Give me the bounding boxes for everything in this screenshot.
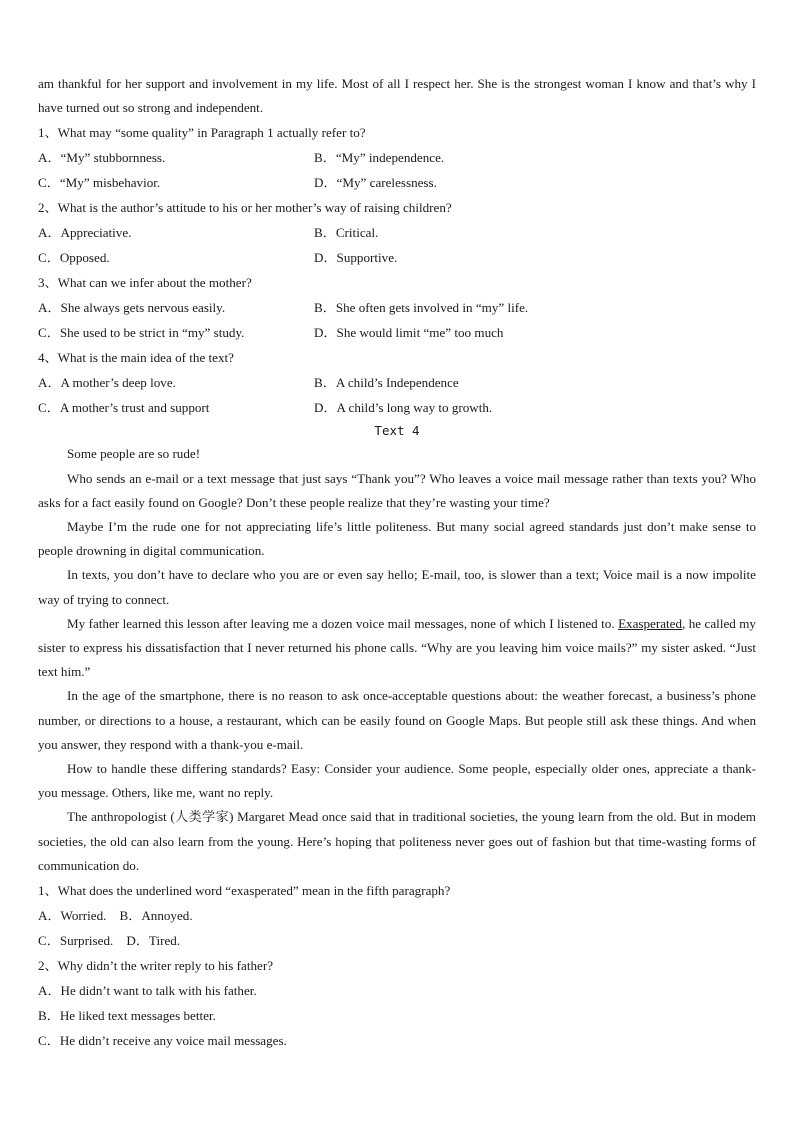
option-d: D．Supportive. bbox=[314, 250, 398, 266]
option-line: C．Surprised. D．Tired. bbox=[38, 933, 181, 949]
passage-paragraph: In texts, you don’t have to declare who you are or even say hello; E-mail, too, is slower than a text; Voice mail is a now impolite way of trying to connect. bbox=[38, 567, 756, 607]
passage-paragraph: The anthropologist (人类学家) Margaret Mead once said that in traditional societies, the young learn from the old. But in modem societies, the old can also learn from the young. Here’s hoping that politeness never goes out of fashion but that time-wasting forms of communication do. bbox=[38, 809, 756, 873]
option-b: B．A child’s Independence bbox=[314, 375, 459, 391]
paragraph-text: My father learned this lesson after leaving me a dozen voice mail messages, none of which I listened to. bbox=[67, 615, 619, 631]
option-row bbox=[38, 295, 756, 320]
option-b: B．She often gets involved in “my” life. bbox=[314, 300, 529, 316]
option-row bbox=[38, 320, 756, 345]
option-a: A．“My” stubbornness. bbox=[38, 150, 166, 166]
underlined-word: Exasperated bbox=[618, 615, 683, 631]
passage-paragraph: Some people are so rude! bbox=[67, 446, 201, 462]
option-row bbox=[38, 220, 756, 245]
option-b: B．“My” independence. bbox=[314, 150, 445, 166]
option-line: B．He liked text messages better. bbox=[38, 1008, 216, 1024]
question-stem: 1、What may “some quality” in Paragraph 1 actually refer to? bbox=[38, 125, 366, 141]
option-a: A．She always gets nervous easily. bbox=[38, 300, 226, 316]
option-d: D．“My” carelessness. bbox=[314, 175, 437, 191]
option-row bbox=[38, 245, 756, 270]
option-d: D．She would limit “me” too much bbox=[314, 325, 504, 341]
option-row bbox=[38, 170, 756, 195]
question-stem: 3、What can we infer about the mother? bbox=[38, 275, 252, 291]
document-page bbox=[38, 72, 756, 1053]
passage-paragraph: In the age of the smartphone, there is no reason to ask once-acceptable questions about: the weather forecast, a business’s phone number, or directions to a house, a restaurant, which can be easily found on Google Maps. But people still ask these things. And when you answer, they respond with a thank-you e-mail. bbox=[38, 688, 756, 752]
paragraph-text: , he called my sister to express his dissatisfaction that I never returned his phone calls. “Why are you leaving him voice mails?” my sister asked. “Just text him.” bbox=[38, 615, 756, 680]
section-heading: Text 4 bbox=[374, 423, 420, 439]
option-a: A．Appreciative. bbox=[38, 225, 132, 241]
option-c: C．A mother’s trust and support bbox=[38, 400, 210, 416]
question-stem: 4、What is the main idea of the text? bbox=[38, 350, 234, 366]
option-d: D．A child’s long way to growth. bbox=[314, 400, 493, 416]
option-c: C．She used to be strict in “my” study. bbox=[38, 325, 245, 341]
option-line: A．He didn’t want to talk with his father. bbox=[38, 983, 257, 999]
passage-paragraph: Maybe I’m the rude one for not appreciating life’s little politeness. But many social agreed standards just don’t make sense to people drowning in digital communication. bbox=[38, 519, 756, 559]
option-row bbox=[38, 395, 756, 420]
passage-paragraph: How to handle these differing standards? Easy: Consider your audience. Some people, especially older ones, appreciate a thank-you message. Others, like me, want no reply. bbox=[38, 761, 756, 801]
option-line: C．He didn’t receive any voice mail messages. bbox=[38, 1033, 287, 1049]
option-b: B．Critical. bbox=[314, 225, 379, 241]
question-stem: 2、Why didn’t the writer reply to his father? bbox=[38, 958, 274, 974]
question-stem: 1、What does the underlined word “exasperated” mean in the fifth paragraph? bbox=[38, 883, 451, 899]
intro-paragraph: am thankful for her support and involvement in my life. Most of all I respect her. She is the strongest woman I know and that’s why I have turned out so strong and independent. bbox=[38, 76, 756, 116]
option-c: C．“My” misbehavior. bbox=[38, 175, 161, 191]
passage-paragraph: Who sends an e-mail or a text message that just says “Thank you”? Who leaves a voice mail message rather than texts you? Who asks for a fact easily found on Google? Don’t these people realize that they’re wasting your time? bbox=[38, 470, 756, 510]
question-stem: 2、What is the author’s attitude to his or her mother’s way of raising children? bbox=[38, 200, 452, 216]
option-c: C．Opposed. bbox=[38, 250, 110, 266]
option-a: A．A mother’s deep love. bbox=[38, 375, 176, 391]
option-line: A．Worried. B．Annoyed. bbox=[38, 908, 193, 924]
option-row bbox=[38, 145, 756, 170]
option-row bbox=[38, 370, 756, 395]
passage-paragraph bbox=[38, 612, 756, 685]
